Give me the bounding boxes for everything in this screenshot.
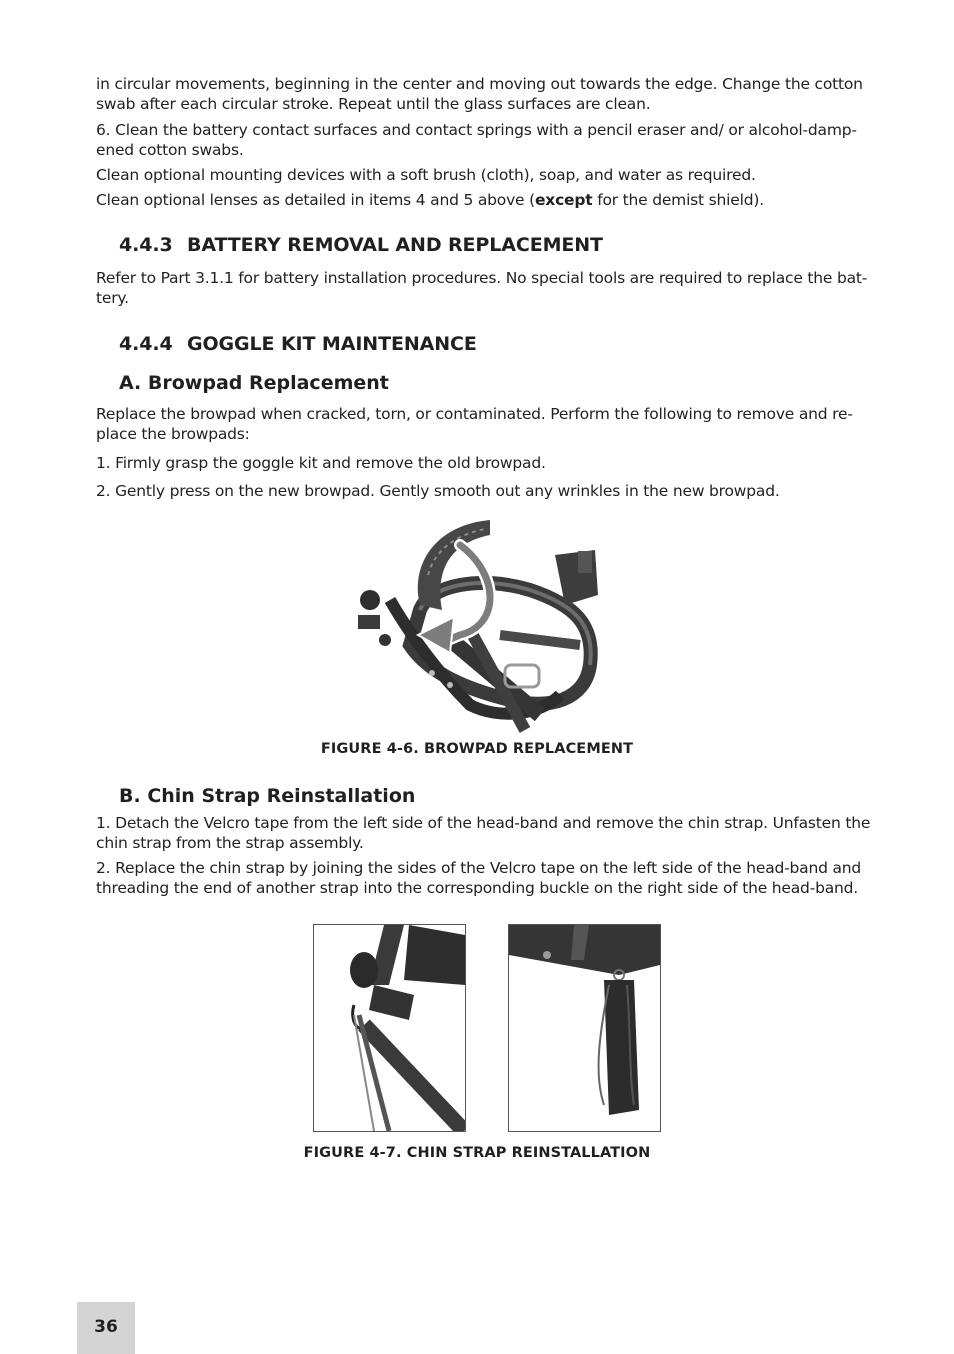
intro-paragraph-1: in circular movements, beginning in the center and moving out towards the edge. Change the cotton swab after each circular stroke. Repeat until the glass surfaces are clean. — [96, 75, 863, 113]
section-443-body: Refer to Part 3.1.1 for battery installation procedures. No special tools are required to replace the bat-tery. — [96, 269, 868, 307]
subsection-a-step-2: 2. Gently press on the new browpad. Gently smooth out any wrinkles in the new browpad. — [96, 482, 780, 500]
section-444-heading — [119, 333, 477, 355]
subsection-a-heading: A. Browpad Replacement — [119, 372, 389, 394]
page-number-box — [77, 1302, 135, 1354]
intro-paragraph-4-end: for the demist shield). — [592, 191, 764, 209]
figure-4-7-caption: FIGURE 4-7. CHIN STRAP REINSTALLATION — [303, 1145, 651, 1161]
section-443-number: 4.4.3 — [119, 234, 173, 256]
browpad-replacement-photo — [350, 515, 610, 735]
chin-strap-photo-left — [313, 924, 466, 1132]
section-443-title: BATTERY REMOVAL AND REPLACEMENT — [187, 234, 603, 256]
subsection-b-step-1: 1. Detach the Velcro tape from the left side of the head-band and remove the chin strap. Unfasten the chin strap from the strap assembly. — [96, 814, 871, 852]
section-443-heading — [119, 234, 603, 256]
page-number: 36 — [94, 1317, 118, 1337]
chin-strap-left-illustration — [314, 925, 465, 1131]
subsection-a-step-1: 1. Firmly grasp the goggle kit and remove the old browpad. — [96, 454, 546, 472]
intro-paragraph-2: 6. Clean the battery contact surfaces and contact springs with a pencil eraser and/ or alcohol-damp-ened cotton swabs. — [96, 121, 857, 159]
chin-strap-right-illustration — [509, 925, 660, 1131]
subsection-b-step-2: 2. Replace the chin strap by joining the sides of the Velcro tape on the left side of the head-band and threading the end of another strap into the corresponding buckle on the right side of the head-band. — [96, 859, 862, 897]
section-444-number: 4.4.4 — [119, 333, 173, 355]
section-444-title: GOGGLE KIT MAINTENANCE — [187, 333, 477, 355]
chin-strap-photo-right — [508, 924, 661, 1132]
subsection-a-body: Replace the browpad when cracked, torn, or contaminated. Perform the following to remove and re-place the browpads: — [96, 405, 853, 443]
intro-paragraph-4-start: Clean optional lenses as detailed in items 4 and 5 above ( — [96, 191, 535, 209]
subsection-b-heading: B. Chin Strap Reinstallation — [119, 785, 416, 807]
figure-4-6-caption: FIGURE 4-6. BROWPAD REPLACEMENT — [320, 741, 634, 757]
intro-paragraph-4 — [96, 190, 878, 210]
intro-paragraph-4-emphasis: except — [534, 191, 593, 209]
intro-paragraph-3: Clean optional mounting devices with a soft brush (cloth), soap, and water as required. — [96, 166, 756, 184]
